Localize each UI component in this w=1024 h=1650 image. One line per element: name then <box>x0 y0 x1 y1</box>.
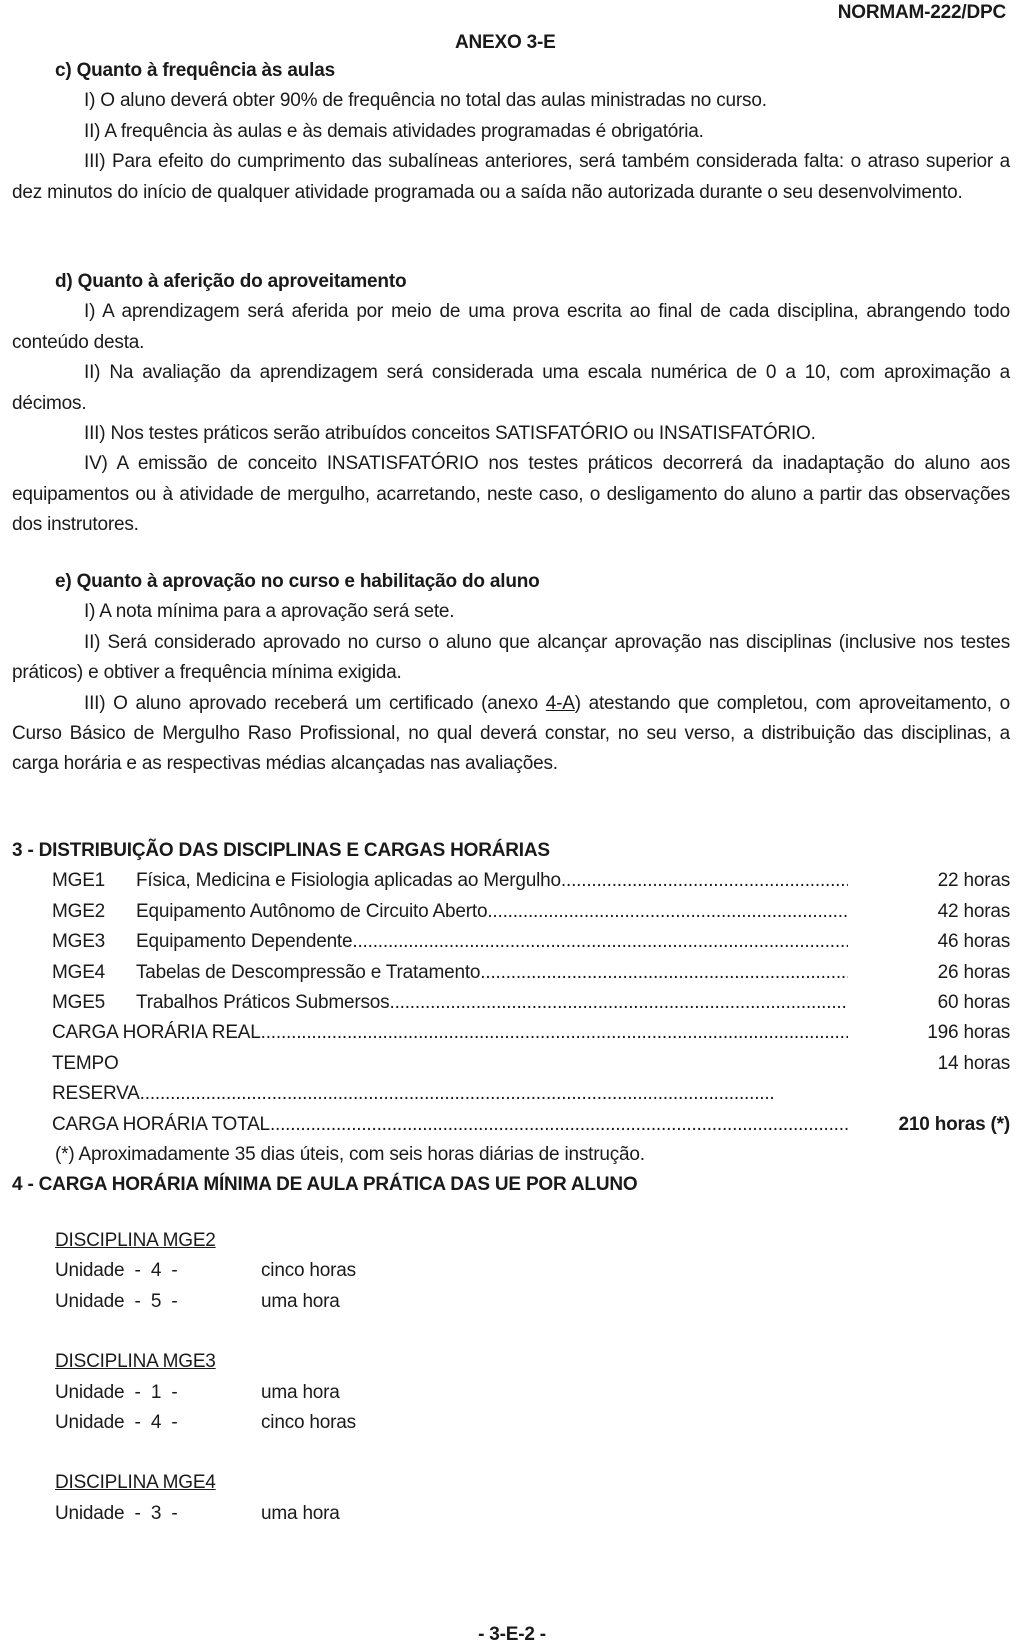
discipline-name: Tabelas de Descompressão e Tratamento <box>136 961 481 983</box>
leader-dots <box>487 897 848 927</box>
discipline-group-title: DISCIPLINA MGE4 <box>55 1472 216 1494</box>
discipline-hours: 42 horas <box>937 900 1010 922</box>
leader-dots <box>270 1110 848 1140</box>
discipline-code: MGE5 <box>52 992 106 1014</box>
section-4-title: 4 - CARGA HORÁRIA MÍNIMA DE AULA PRÁTICA DAS UE POR ALUNO <box>12 1174 638 1196</box>
annex-4a-link[interactable]: 4-A <box>545 692 575 714</box>
unit-label: Unidade - 4 - <box>55 1412 178 1434</box>
unit-row <box>55 1256 1010 1286</box>
section-c-item-1: I) O aluno deverá obter 90% de frequência no total das aulas ministradas no curso. <box>84 90 767 112</box>
discipline-hours: 60 horas <box>937 992 1010 1014</box>
discipline-group-title: DISCIPLINA MGE3 <box>55 1351 216 1373</box>
discipline-row <box>12 927 1010 957</box>
section-c-item-2: II) A frequência às aulas e às demais atividades programadas é obrigatória. <box>84 120 704 142</box>
unit-time: cinco horas <box>261 1412 356 1434</box>
discipline-name: Equipamento Dependente <box>136 931 353 953</box>
total-hours-row <box>12 1110 1010 1140</box>
unit-label: Unidade - 1 - <box>55 1381 178 1403</box>
discipline-name: Física, Medicina e Fisiologia aplicadas ao Mergulho <box>136 870 561 892</box>
unit-label: Unidade - 5 - <box>55 1290 178 1312</box>
section-d-item-4: IV) A emissão de conceito INSATISFATÓRIO nos testes práticos decorrerá da inadaptação do aluno aos equipamentos ou à atividade de mergulho, acarretando, neste caso, o desligamento do aluno a partir das observações dos instrutores. <box>12 453 1010 536</box>
discipline-group-mge3 <box>12 1347 1010 1438</box>
section-4-groups <box>12 1226 1010 1529</box>
unit-time: cinco horas <box>261 1260 356 1282</box>
reserva-label: RESERVA <box>52 1083 140 1105</box>
hours-note: (*) Aproximadamente 35 dias úteis, com seis horas diárias de instrução. <box>55 1144 645 1166</box>
tempo-label: TEMPO <box>52 1052 119 1074</box>
section-3-title: 3 - DISTRIBUIÇÃO DAS DISCIPLINAS E CARGAS HORÁRIAS <box>12 840 550 861</box>
section-d-item-2: II) Na avaliação da aprendizagem será considerada uma escala numérica de 0 a 10, com aproximação a décimos. <box>12 362 1010 414</box>
reserva-row <box>12 1079 1010 1109</box>
discipline-group-mge4 <box>12 1468 1010 1529</box>
section-e-item-3-start: III) O aluno aprovado receberá um certificado (anexo <box>84 692 546 714</box>
leader-dots <box>261 1018 848 1048</box>
discipline-code: MGE3 <box>52 931 106 953</box>
leader-dots <box>389 988 848 1018</box>
discipline-row <box>12 988 1010 1018</box>
annex-title: ANEXO 3-E <box>455 32 556 53</box>
discipline-hours: 26 horas <box>937 961 1010 983</box>
section-c-item-3: III) Para efeito do cumprimento das subalíneas anteriores, será também considerada falta: o atraso superior a dez minutos do início de qualquer atividade programada ou a saída não autorizada durante o seu desenvolvimento. <box>12 151 1010 203</box>
leader-dots <box>480 958 848 988</box>
discipline-name: Equipamento Autônomo de Circuito Aberto <box>136 900 488 922</box>
unit-label: Unidade - 4 - <box>55 1260 178 1282</box>
section-e-item-2: II) Será considerado aprovado no curso o aluno que alcançar aprovação nas disciplinas (inclusive nos testes práticos) e obtiver a frequência mínima exigida. <box>12 631 1010 684</box>
section-3 <box>12 836 1010 1201</box>
tempo-value: 14 horas <box>937 1052 1010 1074</box>
unit-time: uma hora <box>261 1502 340 1524</box>
discipline-code: MGE2 <box>52 900 106 922</box>
section-e-item-3-end: ) atestando que completou, com aproveitamento, o Curso Básico de Mergulho Raso Profissional, no qual deverá constar, no seu verso, a distribuição das disciplinas, a carga horária e as respectivas médias alcançadas nas avaliações. <box>12 692 1010 775</box>
section-c <box>12 56 1010 208</box>
real-hours-value: 196 horas <box>927 1022 1010 1044</box>
unit-row <box>55 1378 1010 1408</box>
discipline-group-mge2 <box>12 1226 1010 1317</box>
total-hours-value: 210 horas (*) <box>898 1113 1010 1135</box>
leader-dots <box>561 866 848 896</box>
section-e-item-3 <box>12 689 1010 780</box>
unit-row <box>55 1287 1010 1317</box>
section-e-title: e) Quanto à aprovação no curso e habilitação do aluno <box>55 571 540 592</box>
real-hours-label: CARGA HORÁRIA REAL <box>52 1022 261 1044</box>
section-d-item-1: I) A aprendizagem será aferida por meio de uma prova escrita ao final de cada disciplina, abrangendo todo conteúdo desta. <box>12 301 1010 353</box>
discipline-row <box>12 958 1010 988</box>
unit-label: Unidade - 3 - <box>55 1502 178 1524</box>
discipline-row <box>12 866 1010 896</box>
section-c-title: c) Quanto à frequência às aulas <box>55 60 335 81</box>
section-e-item-1: I) A nota mínima para a aprovação será sete. <box>84 601 455 623</box>
discipline-row <box>12 897 1010 927</box>
discipline-code: MGE1 <box>52 870 106 892</box>
section-e <box>12 567 1010 780</box>
tempo-row <box>12 1049 1010 1079</box>
discipline-hours: 22 horas <box>937 870 1010 892</box>
unit-row <box>55 1499 1010 1529</box>
section-d <box>12 267 1010 541</box>
discipline-code: MGE4 <box>52 961 106 983</box>
section-d-item-3: III) Nos testes práticos serão atribuídos conceitos SATISFATÓRIO ou INSATISFATÓRIO. <box>84 423 816 445</box>
unit-row <box>55 1408 1010 1438</box>
leader-dots <box>140 1079 773 1109</box>
leader-dots <box>352 927 848 957</box>
total-hours-label: CARGA HORÁRIA TOTAL <box>52 1113 270 1135</box>
page-number: - 3-E-2 - <box>478 1624 546 1645</box>
discipline-hours: 46 horas <box>937 931 1010 953</box>
section-d-title: d) Quanto à aferição do aproveitamento <box>55 271 407 292</box>
unit-time: uma hora <box>261 1381 340 1403</box>
discipline-name: Trabalhos Práticos Submersos <box>136 992 390 1014</box>
document-code: NORMAM-222/DPC <box>837 2 1006 23</box>
real-hours-row <box>12 1018 1010 1048</box>
discipline-group-title: DISCIPLINA MGE2 <box>55 1230 216 1251</box>
unit-time: uma hora <box>261 1290 340 1312</box>
